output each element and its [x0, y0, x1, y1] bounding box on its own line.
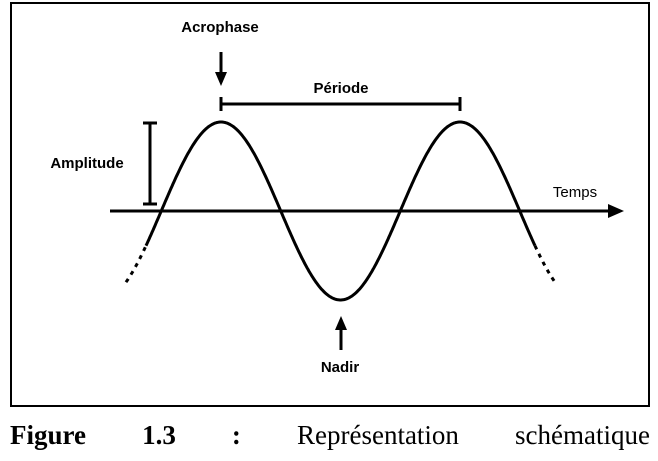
nadir-arrow	[335, 316, 347, 350]
period-bracket	[221, 97, 460, 111]
nadir-label: Nadir	[320, 359, 360, 376]
acrophase-arrow	[215, 52, 227, 86]
caption-word-schematique: schématique	[515, 420, 650, 450]
caption-word-representation: Représentation	[296, 420, 459, 450]
dotted-extension-left	[126, 246, 146, 283]
caption-figure-word: Figure	[10, 420, 86, 450]
caption-figure-number: 1.3	[142, 420, 176, 450]
acrophase-label: Acrophase	[181, 19, 259, 36]
period-label: Période	[313, 80, 369, 97]
caption-separator: :	[231, 420, 241, 450]
figure-caption	[10, 420, 650, 461]
time-axis-arrowhead	[608, 204, 624, 218]
dotted-extension-right	[535, 246, 556, 284]
amplitude-label: Amplitude	[50, 155, 124, 172]
amplitude-bracket	[143, 123, 157, 204]
time-label: Temps	[552, 184, 598, 201]
